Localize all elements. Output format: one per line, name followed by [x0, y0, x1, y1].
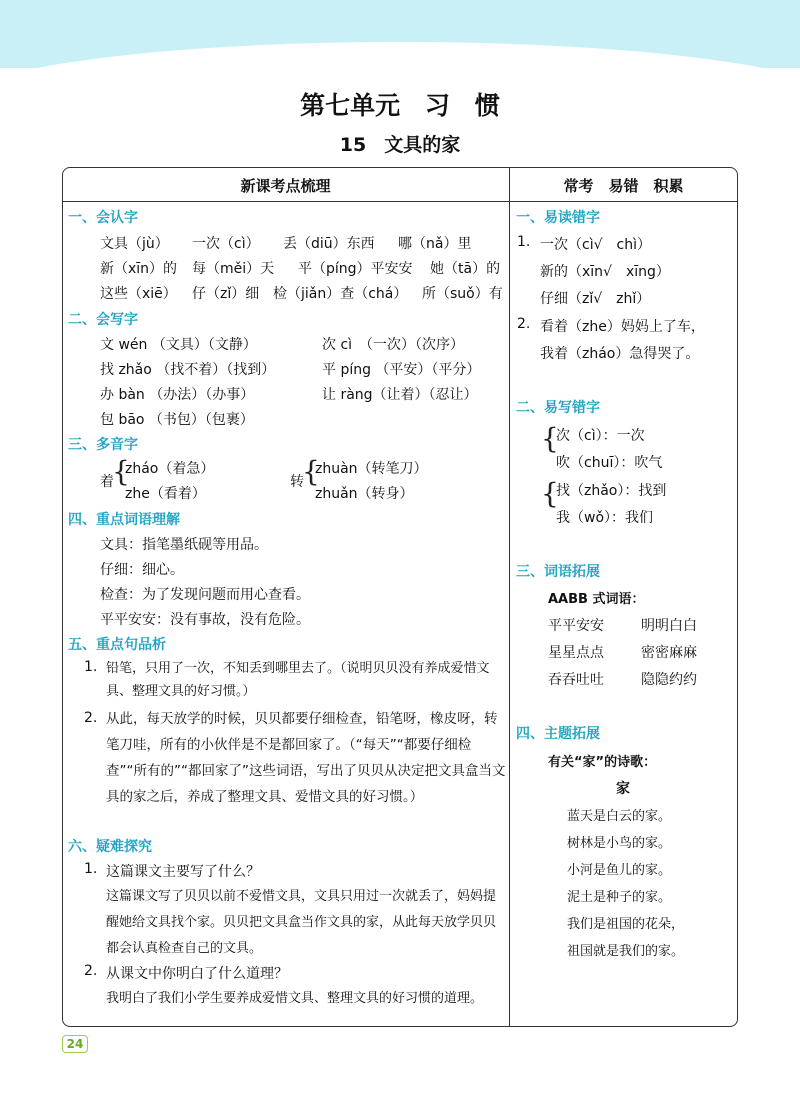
polyphone-reading: zháo（着急） — [125, 461, 215, 477]
item-number: 1. — [517, 234, 531, 250]
misread-item: 看着（zhe）妈妈上了车， — [540, 319, 705, 335]
sentence-analysis: 铅笔，只用了一次，不知丢到哪里去了。（说明贝贝没有养成爱惜文具、整理文具的好习惯。） — [106, 661, 490, 699]
expand-word: 星星点点 — [548, 645, 604, 661]
recognize-word: 仔（zǐ）细 — [192, 286, 260, 302]
recognize-word: 这些（xiē） — [100, 286, 177, 302]
sentence-analysis: 从此，每天放学的时候，贝贝都要仔细检查，铅笔呀，橡皮呀，转笔刀哇，所有的小伙伴是不是都回家了。（“每天”“都要仔细检查”“所有的”“都回家了”这些词语，写出了贝贝从决定把文具盒当文具的家之后，养成了整理文具、爱惜文具的好习惯。） — [106, 711, 506, 805]
section-title: 一、会认字 — [68, 210, 138, 226]
brace: { — [112, 455, 130, 488]
word-meaning: 平平安安：没有事故，没有危险。 — [100, 612, 310, 628]
polyphone-reading: zhuǎn（转身） — [315, 486, 414, 502]
item-number: 2. — [517, 316, 531, 332]
header-banner — [0, 0, 800, 68]
misread-item: 一次（cì√ chì） — [540, 237, 651, 253]
poem-line: 我们是祖国的花朵， — [567, 917, 685, 932]
recognize-word: 所（suǒ）有 — [422, 286, 503, 302]
section-title: 三、多音字 — [68, 437, 138, 453]
miswrite-item: 我（wǒ）：我们 — [556, 510, 654, 526]
section-title: 六、疑难探究 — [68, 839, 152, 855]
write-item: 文 wén （文具）（文静） — [100, 337, 257, 353]
expand-word: 吞吞吐吐 — [548, 672, 604, 688]
section-title: 四、重点词语理解 — [68, 512, 180, 528]
expand-word: 密密麻麻 — [641, 645, 697, 661]
miswrite-item: 吹（chuī）：吹气 — [556, 455, 663, 471]
brace: { — [302, 455, 320, 488]
brace: { — [541, 477, 559, 510]
section-title: 一、易读错字 — [516, 210, 600, 226]
answer: 这篇课文写了贝贝以前不爱惜文具，文具只用过一次就丢了，妈妈提醒她给文具找个家。贝贝把文具盒当作文具的家，从此每天放学贝贝都会认真检查自己的文具。 — [106, 889, 497, 956]
polyphone-reading: zhuàn（转笔刀） — [315, 461, 428, 477]
left-header: 新课考点梳理 — [240, 177, 331, 195]
expand-word: 明明白白 — [641, 618, 697, 634]
misread-item: 仔细（zǐ√ zhǐ） — [540, 291, 651, 307]
write-item: 次 cì （一次）（次序） — [322, 337, 465, 353]
word-meaning: 文具：指笔墨纸砚等用品。 — [100, 537, 268, 553]
polyphone-char: 转 — [290, 474, 304, 490]
write-item: 包 bāo （书包）（包裹） — [100, 412, 254, 428]
recognize-word: 丢（diū）东西 — [283, 236, 375, 252]
unit-title — [0, 86, 800, 122]
expand-word: 隐隐约约 — [641, 672, 697, 688]
poem-line: 泥土是种子的家。 — [567, 890, 672, 905]
section-title: 四、主题拓展 — [516, 726, 600, 742]
write-item: 平 píng （平安）（平分） — [322, 362, 481, 378]
miswrite-item: 次（cì）：一次 — [556, 428, 645, 444]
recognize-word: 平（píng）平安安 — [298, 261, 413, 277]
recognize-word: 哪（nǎ）里 — [398, 236, 472, 252]
section-label: AABB 式词语： — [548, 592, 645, 607]
unit-title-left: 第七单元 — [300, 91, 401, 120]
column-divider — [509, 167, 510, 1027]
banner-wave — [0, 42, 800, 68]
write-item: 办 bàn （办法）（办事） — [100, 387, 255, 403]
item-number: 1. — [84, 861, 98, 877]
answer: 我明白了我们小学生要养成爱惜文具、整理文具的好习惯的道理。 — [106, 991, 484, 1006]
expand-word: 平平安安 — [548, 618, 604, 634]
right-header: 常考 易错 积累 — [563, 177, 684, 195]
recognize-word: 文具（jù） — [100, 236, 169, 252]
word-meaning: 检查：为了发现问题而用心查看。 — [100, 587, 310, 603]
poem-line: 蓝天是白云的家。 — [567, 809, 672, 824]
poem-line: 祖国就是我们的家。 — [567, 944, 685, 959]
section-label: 有关“家”的诗歌： — [548, 755, 657, 770]
misread-item: 我着（zháo）急得哭了。 — [540, 346, 700, 362]
lesson-number: 15 — [339, 134, 367, 156]
brace: { — [541, 422, 559, 455]
polyphone-reading: zhe（看着） — [125, 486, 206, 502]
recognize-word: 一次（cì） — [192, 236, 260, 252]
question: 这篇课文主要写了什么？ — [106, 864, 260, 880]
poem-line: 树林是小鸟的家。 — [567, 836, 672, 851]
section-title: 三、词语拓展 — [516, 564, 600, 580]
unit-title-right: 习 惯 — [424, 91, 500, 120]
item-number: 2. — [84, 710, 98, 726]
item-number: 1. — [84, 659, 98, 675]
write-item: 让 ràng（让着）（忍让） — [322, 387, 478, 403]
section-title: 五、重点句品析 — [68, 637, 166, 653]
word-meaning: 仔细：细心。 — [100, 562, 184, 578]
polyphone-char: 着 — [100, 474, 114, 490]
poem-line: 小河是鱼儿的家。 — [567, 863, 672, 878]
section-title: 二、易写错字 — [516, 400, 600, 416]
misread-item: 新的（xīn√ xīng） — [540, 264, 670, 280]
poem-title: 家 — [616, 781, 630, 797]
section-title: 二、会写字 — [68, 312, 138, 328]
recognize-word: 每（měi）天 — [192, 261, 275, 277]
recognize-word: 她（tā）的 — [430, 261, 501, 277]
recognize-word: 新（xīn）的 — [100, 261, 178, 277]
question: 从课文中你明白了什么道理？ — [106, 966, 288, 982]
recognize-word: 检（jiǎn）查（chá） — [273, 286, 408, 302]
page-number: 24 — [62, 1035, 88, 1053]
lesson-name: 文具的家 — [384, 134, 461, 156]
item-number: 2. — [84, 963, 98, 979]
miswrite-item: 找（zhǎo）：找到 — [556, 483, 667, 499]
write-item: 找 zhǎo （找不着）（找到） — [100, 362, 276, 378]
lesson-title — [0, 130, 800, 157]
